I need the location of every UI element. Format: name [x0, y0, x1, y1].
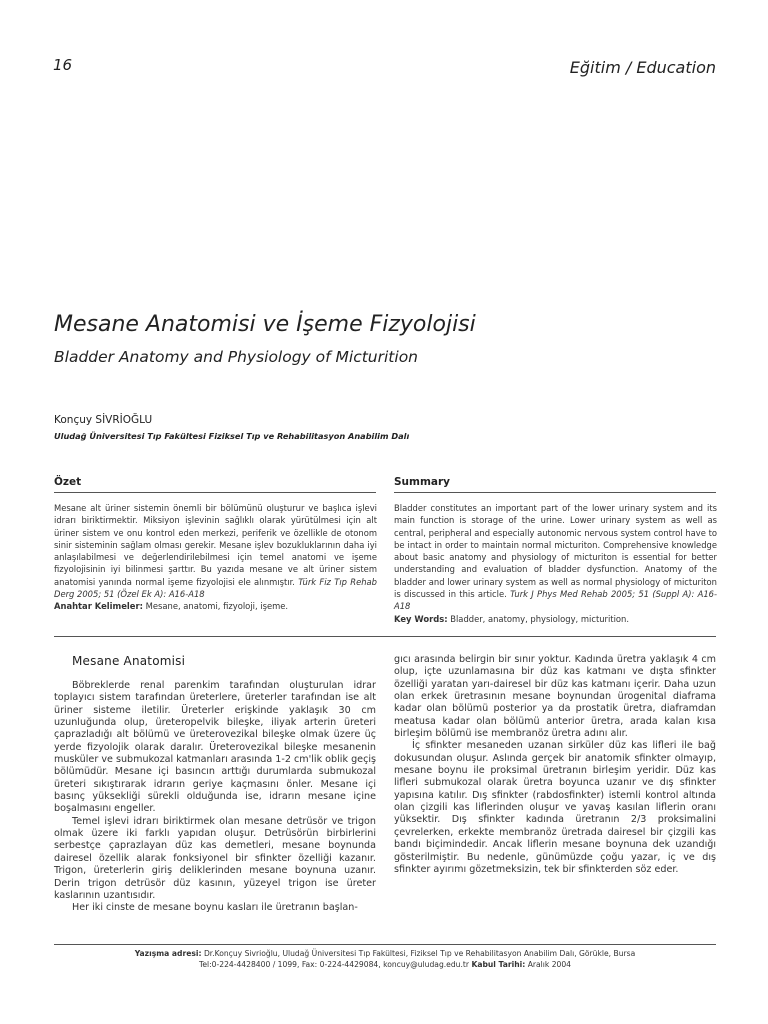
correspondence-contact: Tel:0-224-4428400 / 1099, Fax: 0-224-4429084, koncuy@uludag.edu.tr	[198, 959, 470, 969]
body-paragraph: Böbreklerde renal parenkim tarafından oluşturulan idrar toplayıcı sistem tarafından üreterlere, üreterler tarafından ise alt üriner sisteme iletilir. Üreterler erişkinde yaklaşık 30 cm uzunluğunda olup, üreteropelvik bileşke, iliyak arterin üreteri çaprazladığı alt bölümü ve üreterovezikal bileşke olmak üzere üç yerde fizyolojik olarak daralır. Üreterovezikal bileşke mesanenin musküler ve submukozal katmanları arasında 1-2 cm'lik oblik geçiş bölümüdür. Mesane içi basıncın arttığı durumlarda submukozal üreteri sıkıştırarak idrarın geriye kaçmasını önler. Mesane içi basınç yüksekliği sürekli olduğunda ise, idrarın mesane içine boşalmasını engeller.	[54, 680, 377, 815]
page-number: 16	[53, 56, 73, 74]
body-column-right	[394, 654, 716, 876]
body-paragraph: gıcı arasında belirgin bir sınır yoktur. Kadında üretra yaklaşık 4 cm olup, içte uzunlamasına bir düz kas katmanı ve dışta sfinkter özelliği yaratan yarı-dairesel bir düz kas katmanı içerir. Daha uzun olan erkek üretrasının mesane boynundan ürogenital diaframa kadar olan bölümü posterior ya da prostatik üretra, diaframdan meatusa kadar olan bölümü anterior üretra, arada kalan kısa birleşim bölümü ise membranöz üretra adını alır.	[394, 654, 716, 740]
ozet-heading: Özet	[54, 476, 82, 488]
author-name: Konçuy SİVRİOĞLU	[54, 414, 153, 426]
accepted-label: Kabul Tarihi:	[471, 959, 526, 969]
address-label: Yazışma adresi:	[134, 949, 202, 958]
section-heading: Mesane Anatomisi	[72, 654, 186, 668]
summary-body-text: Bladder constitutes an important part of the lower urinary system and its main function is storage of the urine. Lower urinary system as well as central, peripheral and especially autonomic nervous system control have to be intact in order to maintain normal micturiton. Comprehensive knowledge about basic anatomy and physiology of micturiton is essential for better understanding and evaluation of bladder dysfunction. Anatomy of the bladder and lower urinary system as well as normal physiology of micturiton is discussed in this article.	[394, 503, 717, 600]
body-paragraph: İç sfinkter mesaneden uzanan sirküler düz kas lifleri ile bağ dokusundan oluşur. Aslında gerçek bir anatomik sfinkter olmayıp, mesane boynu ile proksimal üretranın birleşim yeridir. Düz kas lifleri submukozal olarak üretra boyunca uzanır ve dış sfinkter yapısına katılır. Dış sfinkter (rabdosfinkter) istemli kontrol altında olan çizgili kas liflerinden oluşur ve yavaş kasılan liflerin oranı yüksektir. Dış sfinkter kadında üretranın 2/3 proksimalini çevrelerken, erkekte membranöz üretrada dairesel bir çizgili kas bandı biçimindedir. Ancak liflerin mesane boynuna dek uzandığı gösterilmiştir. Bu nedenle, günümüzde çoğu yazar, iç ve dış sfinkter ayırımı gözetmeksizin, tek bir sfinkterden söz eder.	[394, 740, 716, 875]
summary-keywords-label: Key Words:	[394, 613, 448, 624]
ozet-divider	[54, 492, 376, 493]
ozet-body-text: Mesane alt üriner sistemin önemli bir bölümünü oluşturur ve başlıca işlevi idrarı biriktirmektir. Miksiyon işlevinin sağlıklı olarak yürütülmesi için alt üriner sistem ve onu kontrol eden merkezi, periferik ve özellikle de otonom sinir sisteminin sağlam olması gerekir. Mesane işlev bozukluklarının daha iyi anlaşılabilmesi ve değerlendirilebilmesi için temel anatomi ve işeme fizyolojisinin iyi bilinmesi şarttır. Bu yazıda mesane ve alt üriner sistem anatomisi yanında normal işeme fizyolojisi ele alınmıştır.	[54, 503, 377, 587]
author-affiliation: Uludağ Üniversitesi Tıp Fakültesi Fiziksel Tıp ve Rehabilitasyon Anabilim Dalı	[54, 431, 410, 441]
summary-citation: Turk J Phys Med Rehab 2005; 51 (Suppl A): A16-A18	[394, 589, 717, 612]
section-label: Eğitim / Education	[569, 58, 716, 77]
summary-keywords: Bladder, anatomy, physiology, micturition.	[450, 613, 630, 624]
abstract-divider	[54, 636, 716, 637]
ozet-keywords-label: Anahtar Kelimeler:	[54, 601, 143, 612]
correspondence-footer	[54, 949, 716, 970]
ozet-keywords: Mesane, anatomi, fizyoloji, işeme.	[145, 601, 289, 612]
body-paragraph: Her iki cinste de mesane boynu kasları ile üretranın başlan-	[72, 902, 358, 914]
ozet-citation: Türk Fiz Tıp Rehab Derg 2005; 51 (Özel Ek A): A16-A18	[54, 576, 377, 600]
summary-abstract	[394, 502, 717, 625]
correspondence-address: Dr.Konçuy Sivrioğlu, Uludağ Üniversitesi Tıp Fakültesi, Fiziksel Tıp ve Rehabilitasyon Anabilim Dalı, Görükle, Bursa	[203, 949, 636, 958]
footer-divider	[54, 944, 716, 945]
article-title-tr: Mesane Anatomisi ve İşeme Fizyolojisi	[54, 312, 476, 337]
summary-divider	[394, 492, 716, 493]
summary-heading: Summary	[394, 476, 451, 488]
article-title-en: Bladder Anatomy and Physiology of Micturition	[54, 348, 419, 366]
body-column-left	[54, 654, 376, 915]
ozet-abstract	[54, 502, 377, 613]
accepted-date: Aralık 2004	[527, 959, 572, 969]
body-paragraph: Temel işlevi idrarı biriktirmek olan mesane detrüsör ve trigon olmak üzere iki farklı yapıdan oluşur. Detrüsörün birbirlerini serbestçe çaprazlayan düz kas demetleri, mesane boynunda dairesel özellik alarak fonksiyonel bir sfinkter özelliği kazanır. Trigon, üreterlerin giriş deliklerinden mesane boynuna uzanır. Derin trigon detrüsör düz kasının, yüzeyel trigon ise üreter kaslarının uzantısıdır.	[54, 815, 376, 901]
